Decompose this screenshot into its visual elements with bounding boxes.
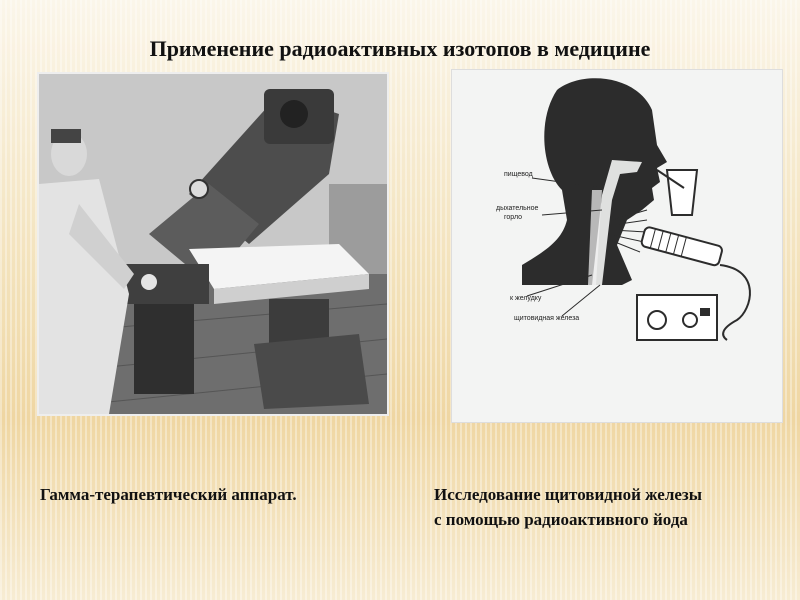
left-caption-text: Гамма-терапевтический аппарат. <box>40 485 297 504</box>
label-thyroid: щитовидная железа <box>514 315 580 322</box>
label-airway-2: горло <box>504 214 523 221</box>
gamma-therapy-photo <box>39 74 387 414</box>
thyroid-study-diagram <box>452 70 782 422</box>
thyroid-diagram-illustration <box>452 70 782 422</box>
right-caption-line1: Исследование щитовидной железы <box>434 485 703 504</box>
right-caption <box>434 482 794 532</box>
cup-icon <box>667 170 697 215</box>
label-esophagus: пищевод <box>504 171 533 178</box>
right-caption-line2: с помощью радиоактивного йода <box>434 510 688 529</box>
slide-title: Применение радиоактивных изотопов в медицине <box>149 36 651 61</box>
left-caption <box>40 482 400 507</box>
label-to-stomach: к желудку <box>510 295 542 302</box>
gamma-therapy-illustration <box>39 74 387 414</box>
label-airway-1: дыхательное <box>496 205 539 212</box>
